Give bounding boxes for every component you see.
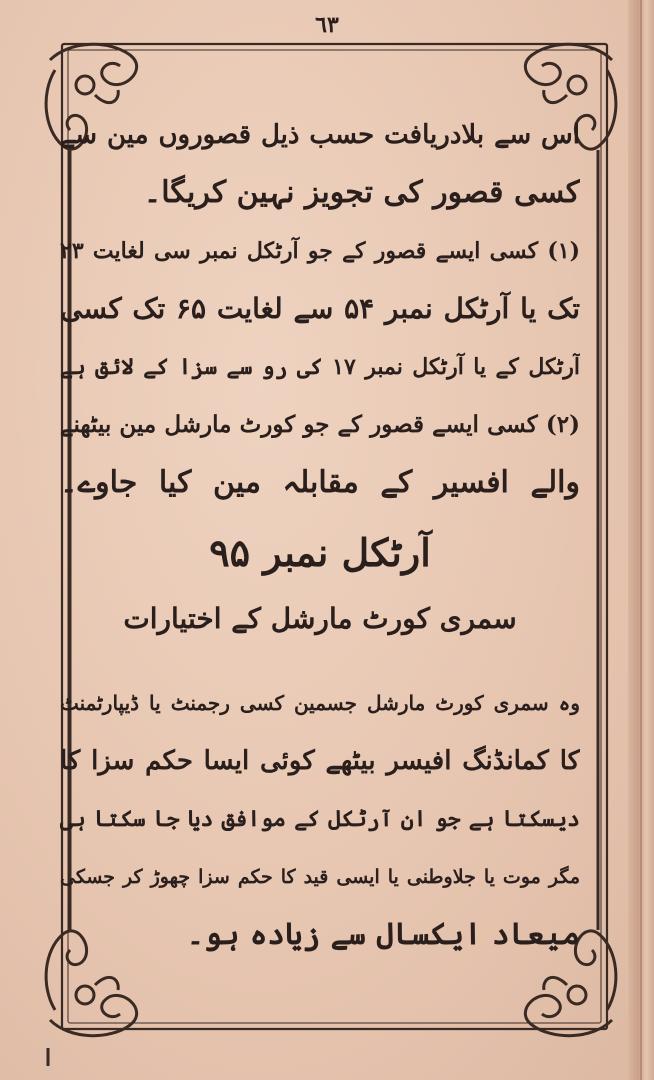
text-line: (۲) کسی ایسے قصور کے جو کورٹ مارشل مین بیٹھنے [60,411,580,438]
article-heading: آرٹکل نمبر ۹۵ [209,530,431,575]
text-line: مگر موت یا جلاوطنی یا ایسی قید کا حکم سزا چھوڑ کر جسکی [60,866,580,888]
text-line: والے افسیر کے مقابلہ مین کیا جاوے۔ [60,465,580,500]
text-line: میعاد ایکسال سے زیادہ ہو۔ [186,917,580,952]
page-text [60,108,580,1008]
text-line: دیسکتا ہے جو ان آرٹکل کے موافق دیا جا سکتا ہی [60,806,580,832]
text-line: (۱) کسی ایسے قصور کے جو آرٹکل نمبر سی لغایت ۲۳ [60,238,580,264]
text-line: وہ سمری کورٹ مارشل جسمین کسی رجمنٹ یا ڈیپارٹمنٹ [60,691,580,715]
text-line: کا کمانڈنگ افیسر بیٹھے کوئی ایسا حکم سزا کا [60,746,580,776]
text-line: آرٹکل کے یا آرٹکل نمبر ۱۷ کی رو سے سزا کے لائق ہے [60,354,580,380]
text-line: تک یا آرٹکل نمبر ۵۴ سے لغایت ۶۵ تک کسی [60,292,580,325]
text-line: کسی قصور کی تجویز نہین کریگا۔ [143,175,580,210]
page-number: ٦٣ [315,12,339,38]
article-subheading: سمری کورٹ مارشل کے اختیارات [123,602,517,635]
text-line: اس سے بلادریافت حسب ذیل قصوروں مین سے [60,120,580,150]
